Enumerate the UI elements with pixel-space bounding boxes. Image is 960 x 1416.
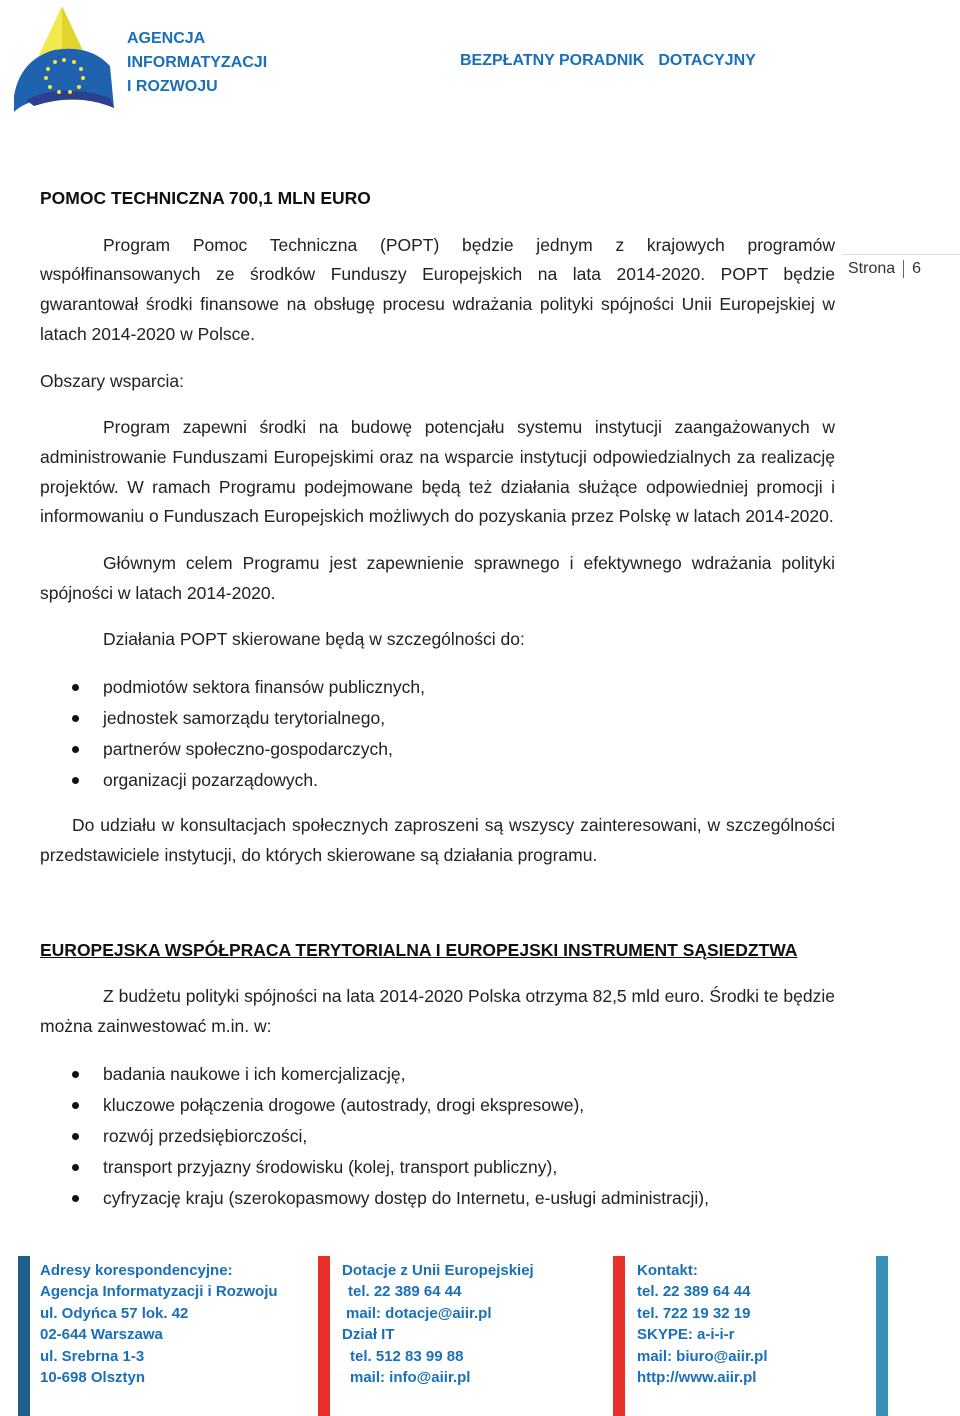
footer-line: Dotacje z Unii Europejskiej [342, 1262, 534, 1279]
bullet-icon [72, 1071, 79, 1078]
list-item-text: transport przyjazny środowisku (kolej, transport publiczny), [103, 1156, 558, 1177]
list-item [40, 1183, 835, 1214]
bullet-icon [72, 1195, 79, 1202]
section-heading: POMOC TECHNICZNA 700,1 MLN EURO [40, 188, 371, 208]
list-item-text: podmiotów sektora finansów publicznych, [103, 677, 425, 698]
page-number [848, 260, 921, 278]
list-item [40, 672, 835, 703]
page-label: Strona [848, 260, 896, 278]
list-item [40, 734, 835, 765]
page-separator [903, 260, 904, 278]
footer-line: SKYPE: a-i-i-r [637, 1326, 735, 1344]
footer-line: Dział IT [342, 1326, 395, 1344]
footer-link[interactable]: mail: dotacje@aiir.pl [346, 1304, 492, 1322]
footer-line: 10-698 Olsztyn [40, 1369, 146, 1387]
footer-bar-blue [18, 1256, 30, 1416]
footer-line: ul. Srebrna 1-3 [40, 1347, 145, 1365]
footer-link[interactable]: mail: info@aiir.pl [350, 1369, 471, 1387]
brand-line: AGENCJA [127, 30, 206, 47]
paragraph: Działania POPT skierowane będą w szczególności do: [103, 629, 525, 650]
brand-name [127, 27, 267, 99]
brand-line: INFORMATYZACJI [127, 54, 268, 71]
paragraph: Do udziału w konsultacjach społecznych zaproszeni są wszyscy zainteresowani, w szczególności przedstawiciele instytucji, do których skierowane są działania programu. [40, 815, 835, 865]
bullet-icon [72, 715, 79, 722]
bullet-list [40, 672, 835, 796]
footer-line: tel. 22 389 64 44 [637, 1283, 751, 1301]
footer [0, 1256, 960, 1416]
page-value: 6 [912, 260, 922, 278]
footer-bar-teal [876, 1256, 888, 1416]
footer-grants-column [342, 1260, 534, 1388]
list-item [40, 1059, 835, 1090]
footer-line: Kontakt: [637, 1262, 698, 1279]
paragraph: Program zapewni środki na budowę potencjału systemu instytucji zaangażowanych w administrowanie Funduszami Europejskimi oraz na wsparcie instytucji odpowiedzialnych za realizację projektów. W ramach Programu podejmowane będą też działania służące odpowiedniej promocji i informowaniu o Funduszach Europejskich możliwych do pozyskania przez Polskę w latach 2014-2020. [40, 417, 835, 527]
bullet-icon [72, 777, 79, 784]
list-item [40, 765, 835, 796]
eu-triangle-logo-icon [4, 4, 120, 116]
page-number-rule [842, 254, 960, 255]
bullet-icon [72, 684, 79, 691]
list-item-text: organizacji pozarządowych. [103, 770, 318, 791]
header-tagline [460, 52, 756, 70]
list-item [40, 1090, 835, 1121]
paragraph: Głównym celem Programu jest zapewnienie sprawnego i efektywnego wdrażania polityki spójności w latach 2014-2020. [40, 553, 835, 603]
footer-contact-column [637, 1260, 767, 1388]
list-item-text: jednostek samorządu terytorialnego, [103, 708, 386, 729]
list-item-text: rozwój przedsiębiorczości, [103, 1125, 308, 1146]
footer-line: ul. Odyńca 57 lok. 42 [40, 1304, 189, 1322]
footer-line: Agencja Informatyzacji i Rozwoju [40, 1283, 278, 1301]
footer-bar-red [318, 1256, 330, 1416]
footer-bar-red [613, 1256, 625, 1416]
footer-link[interactable]: mail: biuro@aiir.pl [637, 1347, 768, 1365]
bullet-icon [72, 746, 79, 753]
bullet-icon [72, 1164, 79, 1171]
tagline-part: BEZPŁATNY PORADNIK [460, 52, 645, 69]
footer-line: tel. 722 19 32 19 [637, 1304, 751, 1322]
footer-line: Adresy korespondencyjne: [40, 1262, 233, 1279]
list-item-text: badania naukowe i ich komercjalizację, [103, 1063, 406, 1084]
list-item [40, 703, 835, 734]
footer-line: 02-644 Warszawa [40, 1326, 163, 1344]
document-body [40, 184, 835, 1214]
footer-line: tel. 512 83 99 88 [350, 1347, 464, 1365]
section-heading: EUROPEJSKA WSPÓŁPRACA TERYTORIALNA I EUROPEJSKI INSTRUMENT SĄSIEDZTWA [40, 939, 798, 960]
list-item-text: partnerów społeczno-gospodarczych, [103, 739, 393, 760]
list-item-text: kluczowe połączenia drogowe (autostrady, drogi ekspresowe), [103, 1094, 585, 1115]
tagline-part: DOTACYJNY [658, 52, 756, 69]
areas-label: Obszary wsparcia: [40, 370, 184, 391]
footer-address-column [40, 1260, 278, 1388]
paragraph: Z budżetu polityki spójności na lata 2014-2020 Polska otrzyma 82,5 mld euro. Środki te będzie można zainwestować m.in. w: [40, 986, 835, 1036]
footer-line: tel. 22 389 64 44 [348, 1283, 462, 1301]
list-item [40, 1152, 835, 1183]
brand-line: I ROZWOJU [127, 78, 218, 95]
paragraph: Program Pomoc Techniczna (POPT) będzie jednym z krajowych programów współfinansowanych ze środków Funduszy Europejskich na lata 2014-2020. POPT będzie gwarantował środki finansowe na obsługę procesu wdrażania polityki spójności Unii Europejskiej w latach 2014-2020 w Polsce. [40, 234, 835, 344]
footer-link[interactable]: http://www.aiir.pl [637, 1369, 757, 1387]
bullet-list [40, 1059, 835, 1214]
bullet-icon [72, 1102, 79, 1109]
list-item-text: cyfryzację kraju (szerokopasmowy dostęp do Internetu, e-usługi administracji), [103, 1187, 709, 1208]
bullet-icon [72, 1133, 79, 1140]
list-item [40, 1121, 835, 1152]
